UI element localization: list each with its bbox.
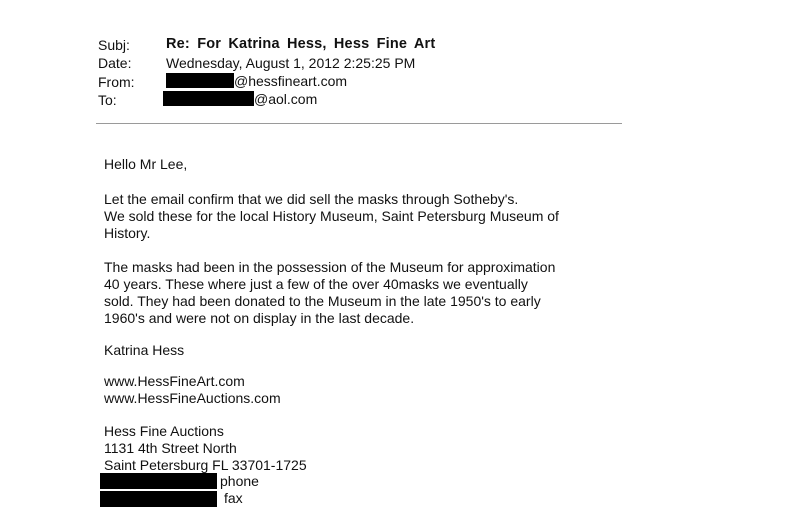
fax-redaction — [100, 491, 217, 507]
to-label: To: — [98, 92, 117, 108]
fax-label: fax — [224, 490, 243, 506]
company-name: Hess Fine Auctions — [104, 423, 224, 439]
address-line-1: 1131 4th Street North — [104, 440, 237, 456]
to-address: @aol.com — [254, 91, 318, 107]
greeting: Hello Mr Lee, — [104, 156, 188, 172]
paragraph-2-line-2: 40 years. These where just a few of the over 40masks we eventually — [104, 276, 528, 292]
date-label: Date: — [98, 55, 132, 71]
website-link-2[interactable]: www.HessFineAuctions.com — [104, 390, 281, 406]
to-row — [163, 91, 317, 107]
header-divider — [96, 123, 622, 124]
redaction-bar — [166, 73, 234, 88]
signer-name: Katrina Hess — [104, 342, 185, 358]
paragraph-2-line-3: sold. They had been donated to the Museum in the late 1950's to early — [104, 293, 541, 309]
from-label: From: — [98, 74, 135, 90]
paragraph-1-line-3: History. — [104, 225, 151, 241]
date-value: Wednesday, August 1, 2012 2:25:25 PM — [166, 55, 416, 71]
paragraph-1-line-2: We sold these for the local History Museum, Saint Petersburg Museum of — [104, 208, 559, 224]
from-row — [166, 73, 347, 89]
subject-value: Re: For Katrina Hess, Hess Fine Art — [166, 36, 436, 52]
phone-redaction — [100, 473, 217, 489]
phone-label: phone — [220, 473, 259, 489]
subject-label: Subj: — [98, 37, 130, 53]
paragraph-2-line-1: The masks had been in the possession of the Museum for approximation — [104, 259, 556, 275]
from-address: @hessfineart.com — [234, 73, 348, 89]
paragraph-2-line-4: 1960's and were not on display in the last decade. — [104, 310, 415, 326]
address-line-2: Saint Petersburg FL 33701-1725 — [104, 457, 307, 473]
paragraph-1-line-1: Let the email confirm that we did sell the masks through Sotheby's. — [104, 191, 519, 207]
website-link-1[interactable]: www.HessFineArt.com — [104, 373, 245, 389]
redaction-bar — [163, 91, 254, 106]
